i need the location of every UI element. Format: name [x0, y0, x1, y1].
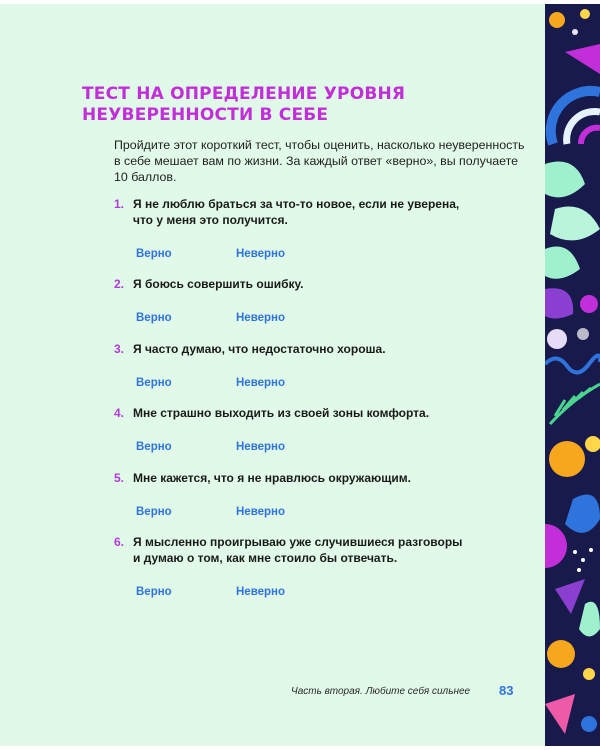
- book-page: [0, 4, 545, 746]
- question-line: Я не люблю браться за что-то новое, если не уверена,: [133, 197, 460, 211]
- question-4: [114, 405, 494, 453]
- question-number: 6.: [114, 535, 125, 549]
- abstract-pattern-illustration: [545, 4, 600, 746]
- answer-false-button[interactable]: Неверно: [236, 312, 286, 324]
- question-text: [133, 470, 411, 486]
- question-2: [114, 276, 494, 324]
- answer-false-button[interactable]: Неверно: [236, 586, 286, 598]
- question-number: 2.: [114, 277, 125, 291]
- answer-true-button[interactable]: Верно: [136, 506, 172, 518]
- answer-false-button[interactable]: Неверно: [236, 377, 286, 389]
- question-line: что у меня это получится.: [133, 213, 288, 227]
- title-line: НЕУВЕРЕННОСТИ В СЕБЕ: [82, 105, 329, 125]
- question-number: 1.: [114, 197, 125, 211]
- question-3: [114, 341, 494, 389]
- question-line: Я часто думаю, что недостаточно хороша.: [133, 342, 386, 356]
- question-line: Мне страшно выходить из своей зоны комфорта.: [133, 406, 430, 420]
- question-text: [133, 534, 462, 566]
- answer-true-button[interactable]: Верно: [136, 377, 172, 389]
- question-line: Я мысленно проигрываю уже случившиеся разговоры: [133, 535, 463, 549]
- question-text: [133, 341, 386, 357]
- question-line: Я боюсь совершить ошибку.: [133, 277, 304, 291]
- question-6: [114, 534, 494, 598]
- answer-true-button[interactable]: Верно: [136, 586, 172, 598]
- intro-line: 10 баллов.: [114, 170, 177, 184]
- title-line: ТЕСТ НА ОПРЕДЕЛЕНИЕ УРОВНЯ: [82, 84, 406, 104]
- running-footer: Часть вторая. Любите себя сильнее: [291, 686, 471, 697]
- answer-false-button[interactable]: Неверно: [236, 248, 286, 260]
- intro-text: [114, 137, 534, 185]
- question-text: [133, 196, 459, 228]
- answer-true-button[interactable]: Верно: [136, 312, 172, 324]
- answer-false-button[interactable]: Неверно: [236, 441, 286, 453]
- question-5: [114, 470, 494, 518]
- question-1: [114, 196, 494, 260]
- question-text: [133, 405, 429, 421]
- intro-line: в себе мешает вам по жизни. За каждый ответ «верно», вы получаете: [114, 154, 519, 168]
- page-number: 83: [499, 683, 514, 698]
- answer-true-button[interactable]: Верно: [136, 441, 172, 453]
- intro-line: Пройдите этот короткий тест, чтобы оценить, насколько неуверенность: [114, 138, 525, 152]
- question-line: Мне кажется, что я не нравлюсь окружающим.: [133, 471, 411, 485]
- question-text: [133, 276, 303, 292]
- question-line: и думаю о том, как мне стоило бы отвечать.: [133, 551, 398, 565]
- question-number: 3.: [114, 342, 125, 356]
- decorative-pattern-strip: [545, 4, 600, 746]
- question-number: 4.: [114, 406, 125, 420]
- question-number: 5.: [114, 471, 125, 485]
- answer-false-button[interactable]: Неверно: [236, 506, 286, 518]
- page-title: [82, 84, 482, 126]
- answer-true-button[interactable]: Верно: [136, 248, 172, 260]
